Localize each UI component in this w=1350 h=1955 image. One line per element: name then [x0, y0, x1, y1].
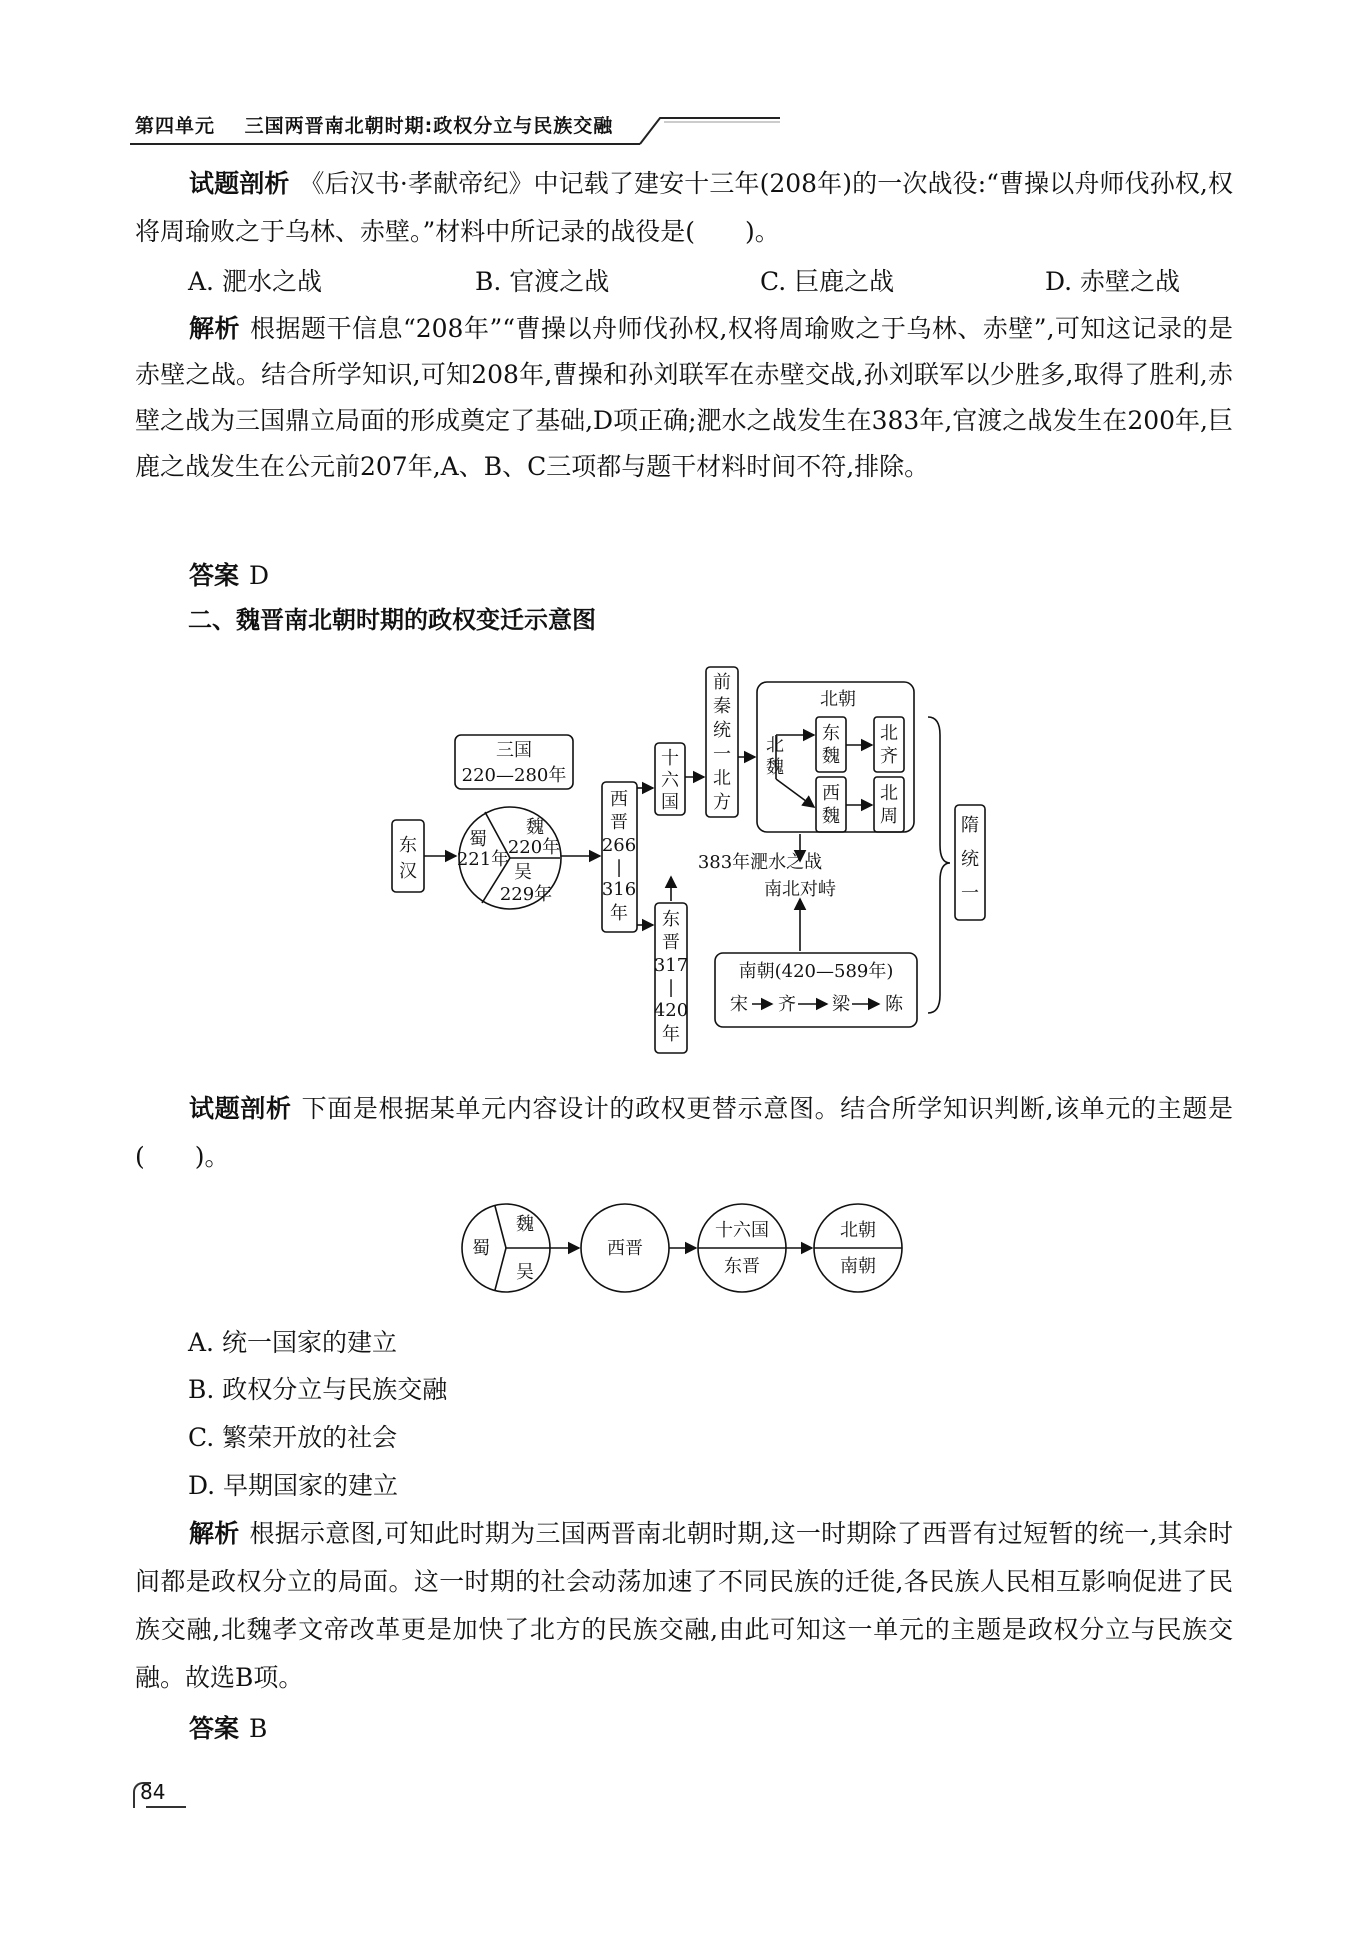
q2-answer — [135, 1705, 1233, 1753]
dongwei-1: 东 — [822, 723, 840, 744]
beiwei-1: 北 — [766, 735, 784, 756]
qianqin-4: 一 — [713, 744, 731, 765]
wu-label: 吴 — [514, 862, 532, 883]
shiliuguo-2: 六 — [661, 770, 679, 791]
q1-answer-lead: 答案 — [189, 561, 240, 590]
shu-label: 蜀 — [469, 829, 487, 850]
shu-year: 221年 — [456, 849, 510, 870]
q1-stem-text: 《后汉书·孝献帝纪》中记载了建安十三年(208年)的一次战役:“曹操以舟师伐孙权,权将周瑜败之于乌林、赤壁。”材料中所记录的战役是( )。 — [135, 169, 1233, 246]
q2-analysis — [135, 1510, 1233, 1702]
q1-option-d: D. 赤壁之战 — [1045, 267, 1181, 296]
page-number: 84 — [140, 1780, 166, 1804]
xijin-6: 年 — [610, 903, 628, 924]
nanchao-label: 南朝(420—589年) — [738, 961, 894, 982]
donghan-2: 汉 — [399, 861, 417, 882]
q2-option-c: C. 繁荣开放的社会 — [188, 1423, 398, 1452]
q2-answer-lead: 答案 — [189, 1714, 240, 1743]
beiqi-2: 齐 — [880, 746, 898, 767]
q2-wei: 魏 — [516, 1214, 534, 1235]
regime-transition-diagram — [380, 655, 1000, 1065]
qianqin-1: 前 — [713, 672, 731, 693]
xijin-4: | — [615, 857, 623, 878]
beizhou-2: 周 — [880, 806, 898, 827]
dongjin-2: 晋 — [662, 932, 680, 953]
q2-option-a: A. 统一国家的建立 — [188, 1328, 397, 1357]
nanchao-liang: 梁 — [832, 994, 850, 1015]
q2-dongjin: 东晋 — [724, 1256, 760, 1277]
q2-shiliuguo: 十六国 — [715, 1220, 769, 1241]
header-rule — [130, 112, 780, 148]
xiwei-2: 魏 — [822, 806, 840, 827]
q1-answer — [135, 552, 1233, 600]
q1-option-c: C. 巨鹿之战 — [760, 267, 895, 296]
beichao-label: 北朝 — [820, 689, 856, 710]
q2-stem — [135, 1085, 1233, 1181]
q1-stem — [135, 160, 1233, 256]
feishui-label: 383年淝水之战 — [697, 852, 823, 873]
beizhou-1: 北 — [880, 783, 898, 804]
xijin-1: 西 — [610, 789, 628, 810]
section-title: 二、魏晋南北朝时期的政权变迁示意图 — [188, 606, 596, 634]
xijin-5: 316 — [601, 879, 637, 900]
nanbei-label: 南北对峙 — [764, 879, 836, 900]
dongjin-5: 420 — [653, 1000, 689, 1021]
q2-lead: 试题剖析 — [189, 1094, 292, 1123]
dongjin-3: 317 — [653, 955, 689, 976]
qianqin-3: 统 — [713, 720, 731, 741]
q2-option-b: B. 政权分立与民族交融 — [188, 1375, 448, 1404]
qianqin-2: 秦 — [713, 696, 731, 717]
q2-option-d: D. 早期国家的建立 — [188, 1471, 399, 1500]
shiliuguo-3: 国 — [661, 792, 679, 813]
wu-year: 229年 — [499, 884, 553, 905]
sanguo-years: 220—280年 — [461, 765, 567, 786]
wei-label: 魏 — [526, 817, 544, 838]
sanguo-label: 三国 — [496, 740, 532, 761]
qianqin-6: 方 — [713, 792, 731, 813]
q2-diagram — [455, 1200, 925, 1300]
nanchao-chen: 陈 — [885, 994, 903, 1015]
q2-analysis-text: 根据示意图,可知此时期为三国两晋南北朝时期,这一时期除了西晋有过短暂的统一,其余时间都是政权分立的局面。这一时期的社会动荡加速了不同民族的迁徙,各民族人民相互影响促进了民族交融,北魏孝文帝改革更是加快了北方的民族交融,由此可知这一单元的主题是政权分立与民族交融。故选B项。 — [135, 1519, 1233, 1692]
sui-1: 隋 — [961, 815, 979, 836]
donghan-1: 东 — [399, 835, 417, 856]
q2-stem-text: 下面是根据某单元内容设计的政权更替示意图。结合所学知识判断,该单元的主题是( )。 — [135, 1094, 1233, 1171]
q2-xijin: 西晋 — [607, 1238, 643, 1259]
xijin-3: 266 — [601, 835, 637, 856]
q1-lead: 试题剖析 — [189, 169, 290, 198]
wei-year: 220年 — [507, 837, 561, 858]
xijin-2: 晋 — [610, 812, 628, 833]
q2-wu: 吴 — [516, 1262, 534, 1283]
dongjin-4: | — [667, 977, 675, 998]
q1-analysis-text: 根据题干信息“208年”“曹操以舟师伐孙权,权将周瑜败之于乌林、赤壁”,可知这记录的是赤壁之战。结合所学知识,可知208年,曹操和孙刘联军在赤壁交战,孙刘联军以少胜多,取得了胜利,赤壁之战为三国鼎立局面的形成奠定了基础,D项正确;淝水之战发生在383年,官渡之战发生在200年,巨鹿之战发生在公元前207年,A、B、C三项都与题干材料时间不符,排除。 — [135, 314, 1233, 481]
shiliuguo-1: 十 — [661, 748, 679, 769]
unit-title: 三国两晋南北朝时期:政权分立与民族交融 — [244, 115, 614, 137]
dongwei-2: 魏 — [822, 746, 840, 767]
q2-analysis-lead: 解析 — [189, 1519, 240, 1548]
xiwei-1: 西 — [822, 783, 840, 804]
q1-option-b: B. 官渡之战 — [475, 267, 610, 296]
q1-option-a: A. 淝水之战 — [188, 267, 322, 296]
q2-beichao: 北朝 — [840, 1220, 876, 1241]
q1-analysis-lead: 解析 — [189, 314, 240, 343]
q2-nanchao: 南朝 — [840, 1256, 876, 1277]
qianqin-5: 北 — [713, 768, 731, 789]
beiqi-1: 北 — [880, 723, 898, 744]
sui-3: 一 — [961, 883, 979, 904]
beiwei-2: 魏 — [766, 757, 784, 778]
dongjin-1: 东 — [662, 909, 680, 930]
q1-analysis — [135, 306, 1233, 490]
brace — [928, 717, 950, 1013]
q2-shu: 蜀 — [472, 1238, 490, 1259]
nanchao-song: 宋 — [730, 994, 748, 1015]
q2-answer-value: B — [249, 1714, 268, 1743]
sui-2: 统 — [961, 849, 979, 870]
unit-label: 第四单元 — [135, 115, 216, 137]
page-number-rule — [146, 1806, 186, 1808]
nanchao-qi: 齐 — [778, 994, 796, 1015]
q1-answer-value: D — [249, 561, 270, 590]
dongjin-6: 年 — [662, 1024, 680, 1045]
